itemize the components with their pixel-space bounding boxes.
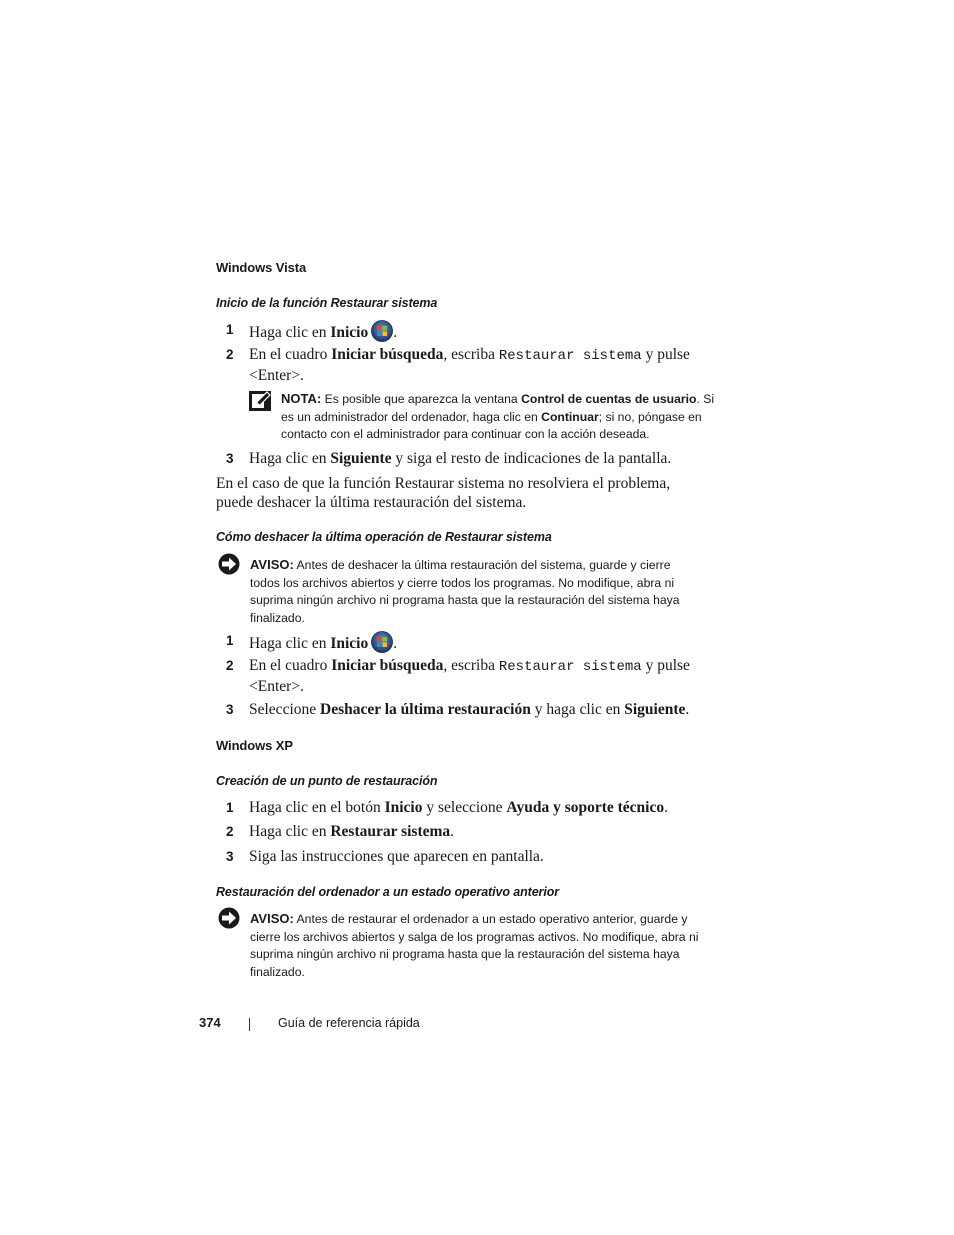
list-item: 1 Haga clic en Inicio . [226,322,398,341]
list-item: 2 En el cuadro Iniciar búsqueda, escriba Restaurar sistema y pulse <Enter>. [226,346,690,384]
list-item: 3 Seleccione Deshacer la última restauración y haga clic en Siguiente. [226,701,690,718]
note-box: NOTA: Es posible que aparezca la ventana Control de cuentas de usuario. Si es un administrador del ordenador, haga clic en Continuar; si no, póngase en contacto con el administrador para continuar con la acción deseada. [281,391,715,441]
list-item: 2 Haga clic en Restaurar sistema. [226,823,455,840]
footer-divider [249,1018,250,1031]
notice-arrow-icon [218,553,240,575]
subsection-title-create-point: Creación de un punto de restauración [216,774,438,788]
notice-box: AVISO: Antes de deshacer la última restauración del sistema, guarde y cierre todos los archivos abiertos y cierre todos los programas. No modifique, abra ni suprima ningún archivo ni programa hasta que la restauración del sistema haya finalizado. [250,557,680,625]
body-paragraph: En el caso de que la función Restaurar sistema no resolviera el problema, puede deshacer la última restauración del sistema. [216,475,671,511]
pencil-note-icon [249,391,271,411]
list-item: 3 Siga las instrucciones que aparecen en pantalla. [226,848,544,865]
windows-start-icon [371,631,393,653]
list-item: 3 Haga clic en Siguiente y siga el resto de indicaciones de la pantalla. [226,450,672,467]
windows-start-icon [371,320,393,342]
notice-arrow-icon [218,907,240,929]
list-item: 1 Haga clic en Inicio . [226,633,398,652]
list-item: 2 En el cuadro Iniciar búsqueda, escriba Restaurar sistema y pulse <Enter>. [226,657,690,695]
list-item: 1 Haga clic en el botón Inicio y seleccione Ayuda y soporte técnico. [226,799,668,816]
notice-box: AVISO: Antes de restaurar el ordenador a un estado operativo anterior, guarde y cierre los archivos abiertos y salga de los programas activos. No modifique, abra ni suprima ningún archivo ni programa hasta que la restauración del sistema haya finalizado. [250,911,699,979]
footer-title: Guía de referencia rápida [278,1016,420,1030]
section-title-xp: Windows XP [216,738,293,753]
subsection-title-start-restore: Inicio de la función Restaurar sistema [216,296,438,310]
subsection-title-restore-state: Restauración del ordenador a un estado operativo anterior [216,885,559,899]
page-number: 374 [199,1015,221,1030]
subsection-title-undo-restore: Cómo deshacer la última operación de Restaurar sistema [216,530,552,544]
section-title-vista: Windows Vista [216,260,307,275]
